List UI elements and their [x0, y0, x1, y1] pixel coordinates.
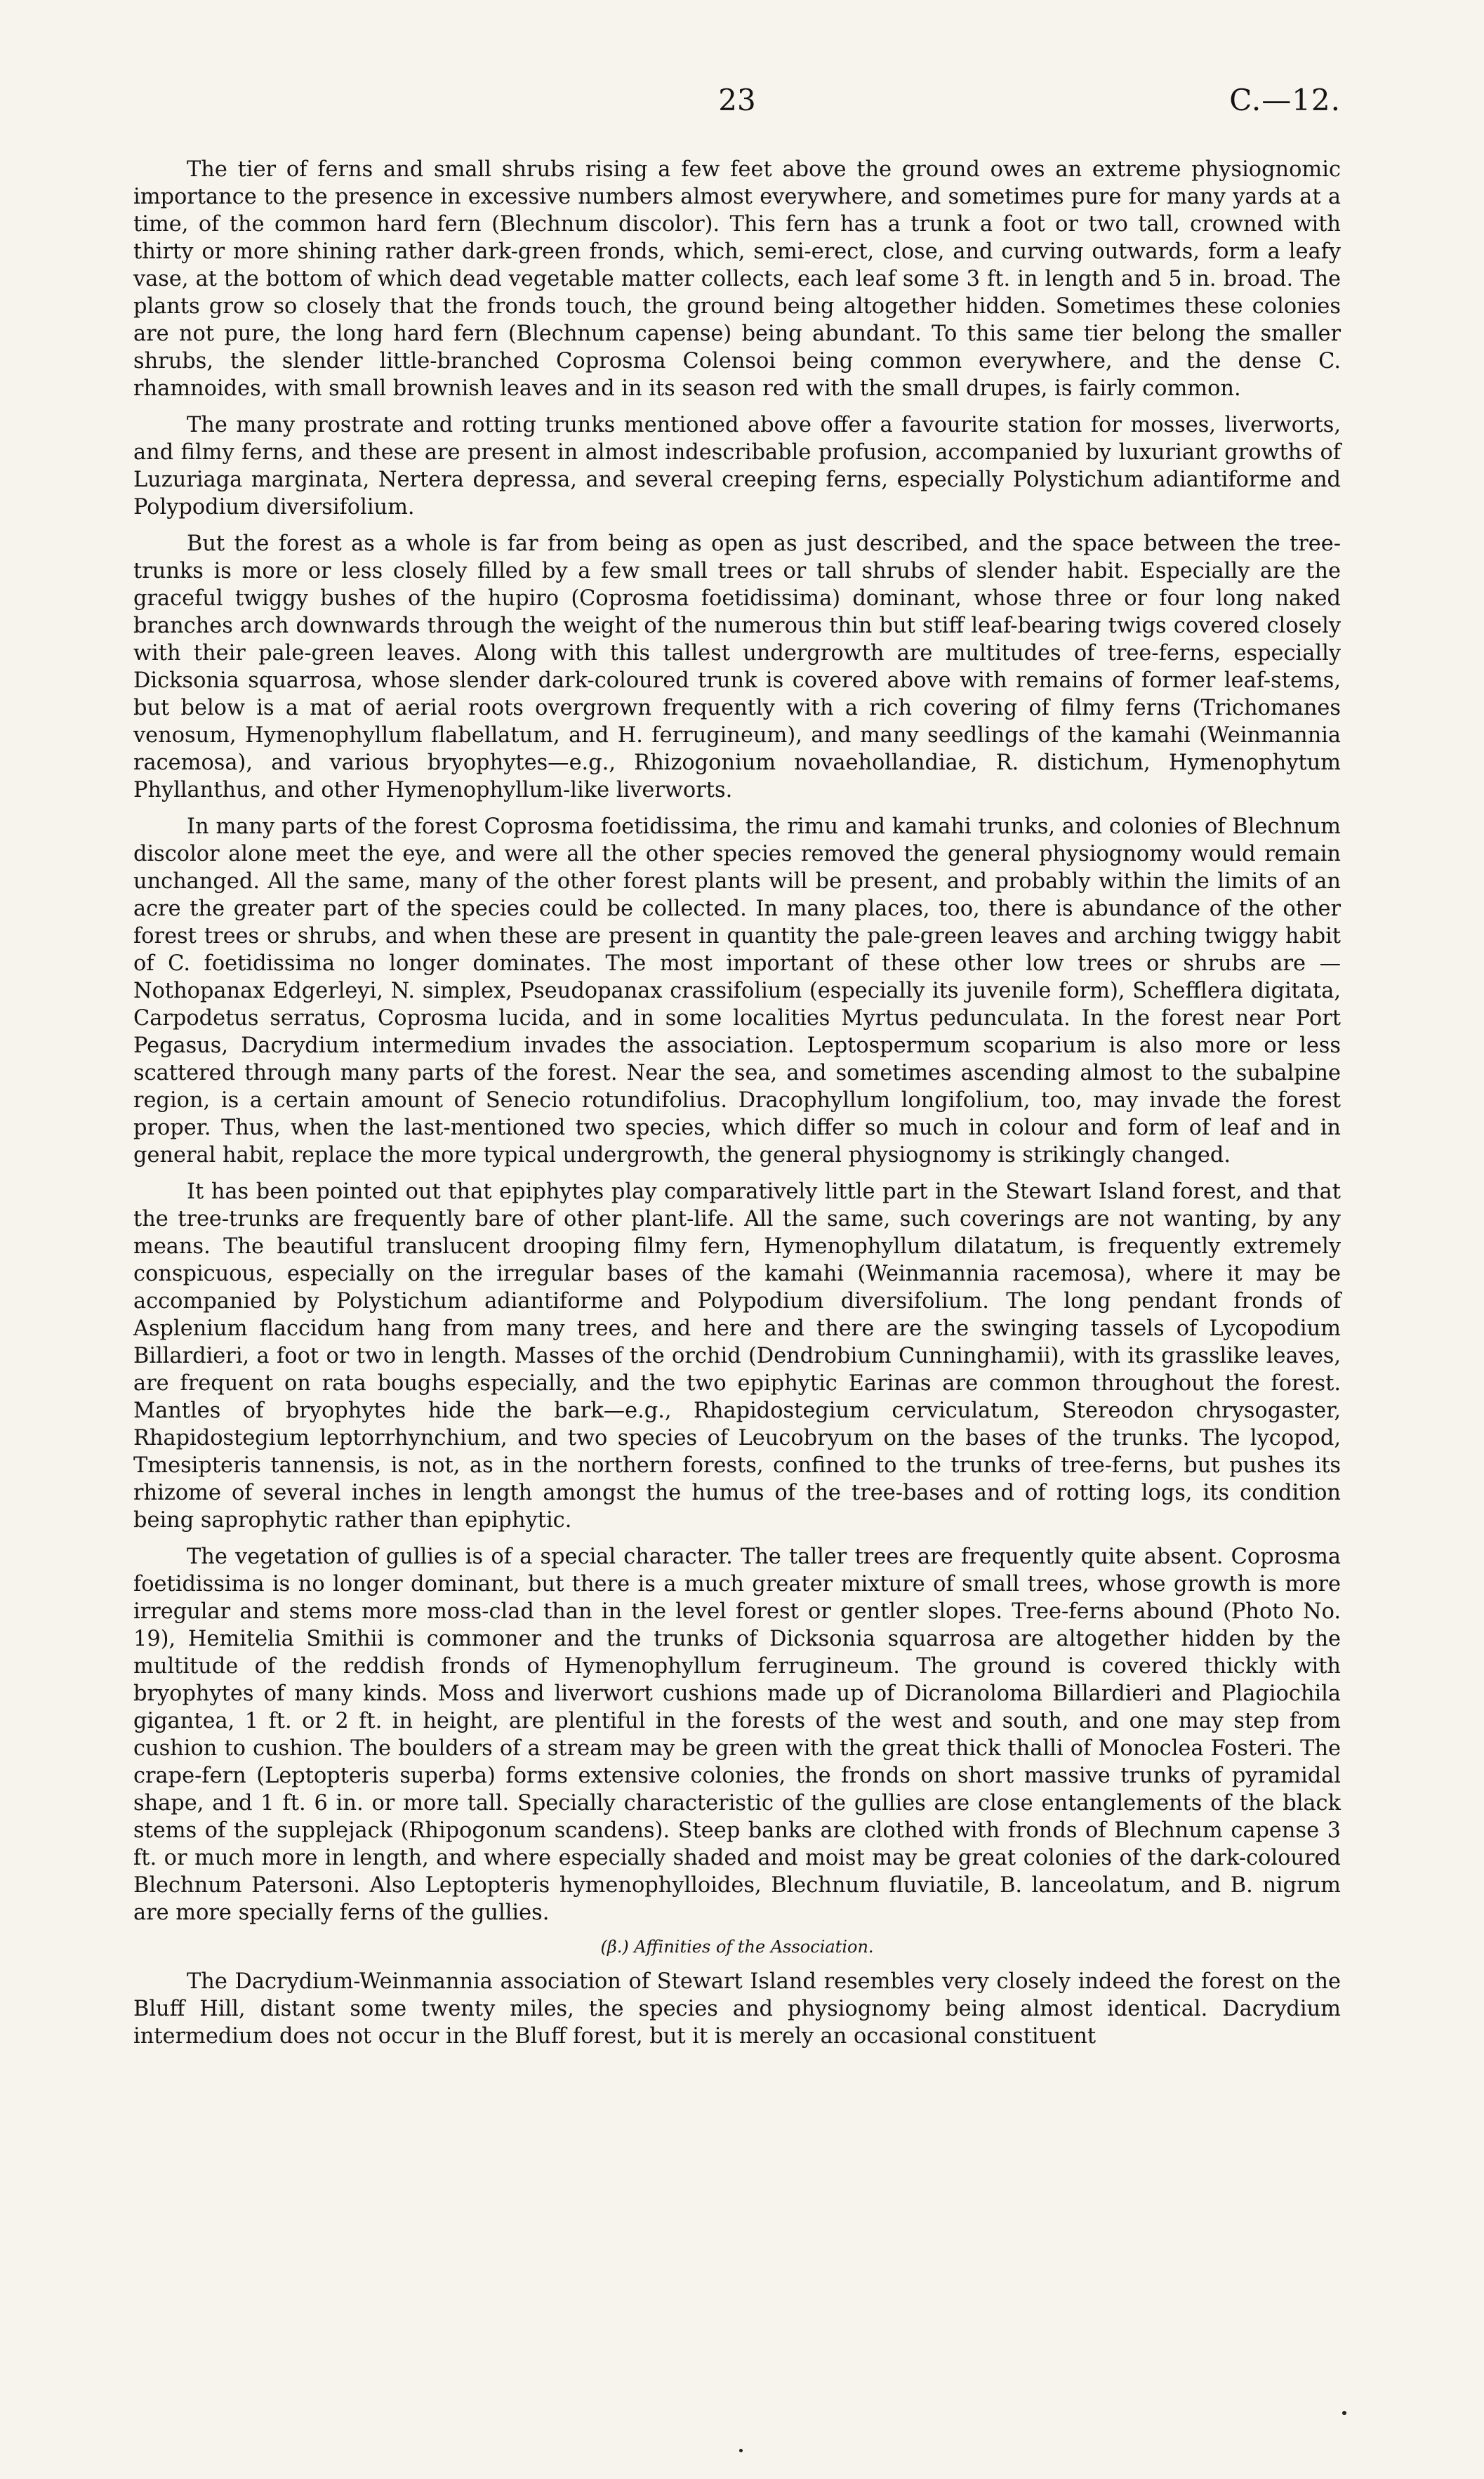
- paragraph-epiphytes: It has been pointed out that epiphytes play comparatively little part in the Stewart Island forest, and that the tree-trunks are frequently bare of other plant-life. All the same, such coverings are not wanting, by any means. The beautiful translucent drooping filmy fern, Hymenophyllum dilatatum, is frequently extremely conspicuous, especially on the irregular bases of the kamahi (Weinmannia racemosa), where it may be accompanied by Polystichum adiantiforme and Polypodium diversifolium. The long pendant fronds of Asplenium flaccidum hang from many trees, and here and there are the swinging tassels of Lycopodium Billardieri, a foot or two in length. Masses of the orchid (Dendrobium Cunninghamii), with its grasslike leaves, are frequent on rata boughs especially, and the two epiphytic Earinas are common throughout the forest. Mantles of bryophytes hide the bark—e.g., Rhapidostegium cerviculatum, Stereodon chrysogaster, Rhapidostegium leptorrhynchium, and two species of Leucobryum on the bases of the trunks. The lycopod, Tmesipteris tannensis, is not, as in the northern forests, confined to the trunks of tree-ferns, but pushes its rhizome of several inches in length amongst the humus of the tree-bases and of rotting logs, its condition being saprophytic rather than epiphytic.: [133, 1179, 1341, 1533]
- document-reference: C.—12.: [1229, 83, 1341, 117]
- page-header: [133, 83, 1341, 125]
- paragraph-physiognomy: In many parts of the forest Coprosma foetidissima, the rimu and kamahi trunks, and colonies of Blechnum discolor alone meet the eye, and were all the other species removed the general physiognomy would remain unchanged. All the same, many of the other forest plants will be present, and probably within the limits of an acre the greater part of the species could be collected. In many places, too, there is abundance of the other forest trees or shrubs, and when these are present in quantity the pale-green leaves and arching twiggy habit of C. foetidissima no longer dominates. The most important of these other low trees or shrubs are — Nothopanax Edgerleyi, N. simplex, Pseudopanax crassifolium (especially its juvenile form), Schefflera digitata, Carpodetus serratus, Coprosma lucida, and in some localities Myrtus pedunculata. In the forest near Port Pegasus, Dacrydium intermedium invades the association. Leptospermum scoparium is also more or less scattered through many parts of the forest. Near the sea, and sometimes ascending almost to the subalpine region, is a certain amount of Senecio rotundifolius. Dracophyllum longifolium, too, may invade the forest proper. Thus, when the last-mentioned two species, which differ so much in colour and form of leaf and in general habit, replace the more typical undergrowth, the general physiognomy is strikingly changed.: [133, 814, 1341, 1168]
- paragraph-affinities: The Dacrydium-Weinmannia association of Stewart Island resembles very closely indeed the forest on the Bluff Hill, distant some twenty miles, the species and physiognomy being almost identical. Dacrydium intermedium does not occur in the Bluff forest, but it is merely an occasional constituent: [133, 1969, 1341, 2049]
- paragraph-gullies: The vegetation of gullies is of a special character. The taller trees are frequently quite absent. Coprosma foetidissima is no longer dominant, but there is a much greater mixture of small trees, whose growth is more irregular and stems more moss-clad than in the level forest or gentler slopes. Tree-ferns abound (Photo No. 19), Hemitelia Smithii is commoner and the trunks of Dicksonia squarrosa are altogether hidden by the multitude of the reddish fronds of Hymenophyllum ferrugineum. The ground is covered thickly with bryophytes of many kinds. Moss and liverwort cushions made up of Dicranoloma Billardieri and Plagiochila gigantea, 1 ft. or 2 ft. in height, are plentiful in the forests of the west and south, and one may step from cushion to cushion. The boulders of a stream may be green with the great thick thalli of Monoclea Fosteri. The crape-fern (Leptopteris superba) forms extensive colonies, the fronds on short massive trunks of pyramidal shape, and 1 ft. 6 in. or more tall. Specially characteristic of the gullies are close entanglements of the black stems of the supplejack (Rhipogonum scandens). Steep banks are clothed with fronds of Blechnum capense 3 ft. or much more in length, and where especially shaded and moist may be great colonies of the dark-coloured Blechnum Patersoni. Also Leptopteris hymenophylloides, Blechnum fluviatile, B. lanceolatum, and B. nigrum are more specially ferns of the gullies.: [133, 1545, 1341, 1925]
- paragraph-hard-fern-tier: The tier of ferns and small shrubs rising a few feet above the ground owes an extreme physiognomic importance to the presence in excessive numbers almost everywhere, and sometimes pure for many yards at a time, of the common hard fern (Blechnum discolor). This fern has a trunk a foot or two tall, crowned with thirty or more shining rather dark-green fronds, which, semi-erect, close, and curving outwards, form a leafy vase, at the bottom of which dead vegetable matter collects, each leaf some 3 ft. in length and 5 in. broad. The plants grow so closely that the fronds touch, the ground being altogether hidden. Sometimes these colonies are not pure, the long hard fern (Blechnum capense) being abundant. To this same tier belong the smaller shrubs, the slender little-branched Coprosma Colensoi being common everywhere, and the dense C. rhamnoides, with small brownish leaves and in its season red with the small drupes, is fairly common.: [133, 157, 1341, 401]
- ink-speck: [739, 2449, 743, 2452]
- paragraph-undergrowth: But the forest as a whole is far from being as open as just described, and the space between the tree-trunks is more or less closely filled by a few small trees or tall shrubs of slender habit. Especially are the graceful twiggy bushes of the hupiro (Coprosma foetidissima) dominant, whose three or four long naked branches arch downwards through the weight of the numerous thin but stiff leaf-bearing twigs covered closely with their pale-green leaves. Along with this tallest undergrowth are multitudes of tree-ferns, especially Dicksonia squarrosa, whose slender dark-coloured trunk is covered above with remains of former leaf-stems, but below is a mat of aerial roots overgrown frequently with a rich covering of filmy ferns (Trichomanes venosum, Hymenophyllum flabellatum, and H. ferrugineum), and many seedlings of the kamahi (Weinmannia racemosa), and various bryophytes—e.g., Rhizogonium novaehollandiae, R. distichum, Hymenophytum Phyllanthus, and other Hymenophyllum-like liverworts.: [133, 531, 1341, 802]
- body-text: [133, 156, 1341, 2059]
- paragraph-prostrate-trunks: The many prostrate and rotting trunks mentioned above offer a favourite station for mosses, liverworts, and filmy ferns, and these are present in almost indescribable profusion, accompanied by luxuriant growths of Luzuriaga marginata, Nertera depressa, and several creeping ferns, especially Polystichum adiantiforme and Polypodium diversifolium.: [133, 413, 1341, 520]
- page-number: 23: [718, 83, 756, 117]
- ink-speck: [1342, 2411, 1346, 2415]
- section-heading: (β.) Affinities of the Association.: [600, 1937, 874, 1957]
